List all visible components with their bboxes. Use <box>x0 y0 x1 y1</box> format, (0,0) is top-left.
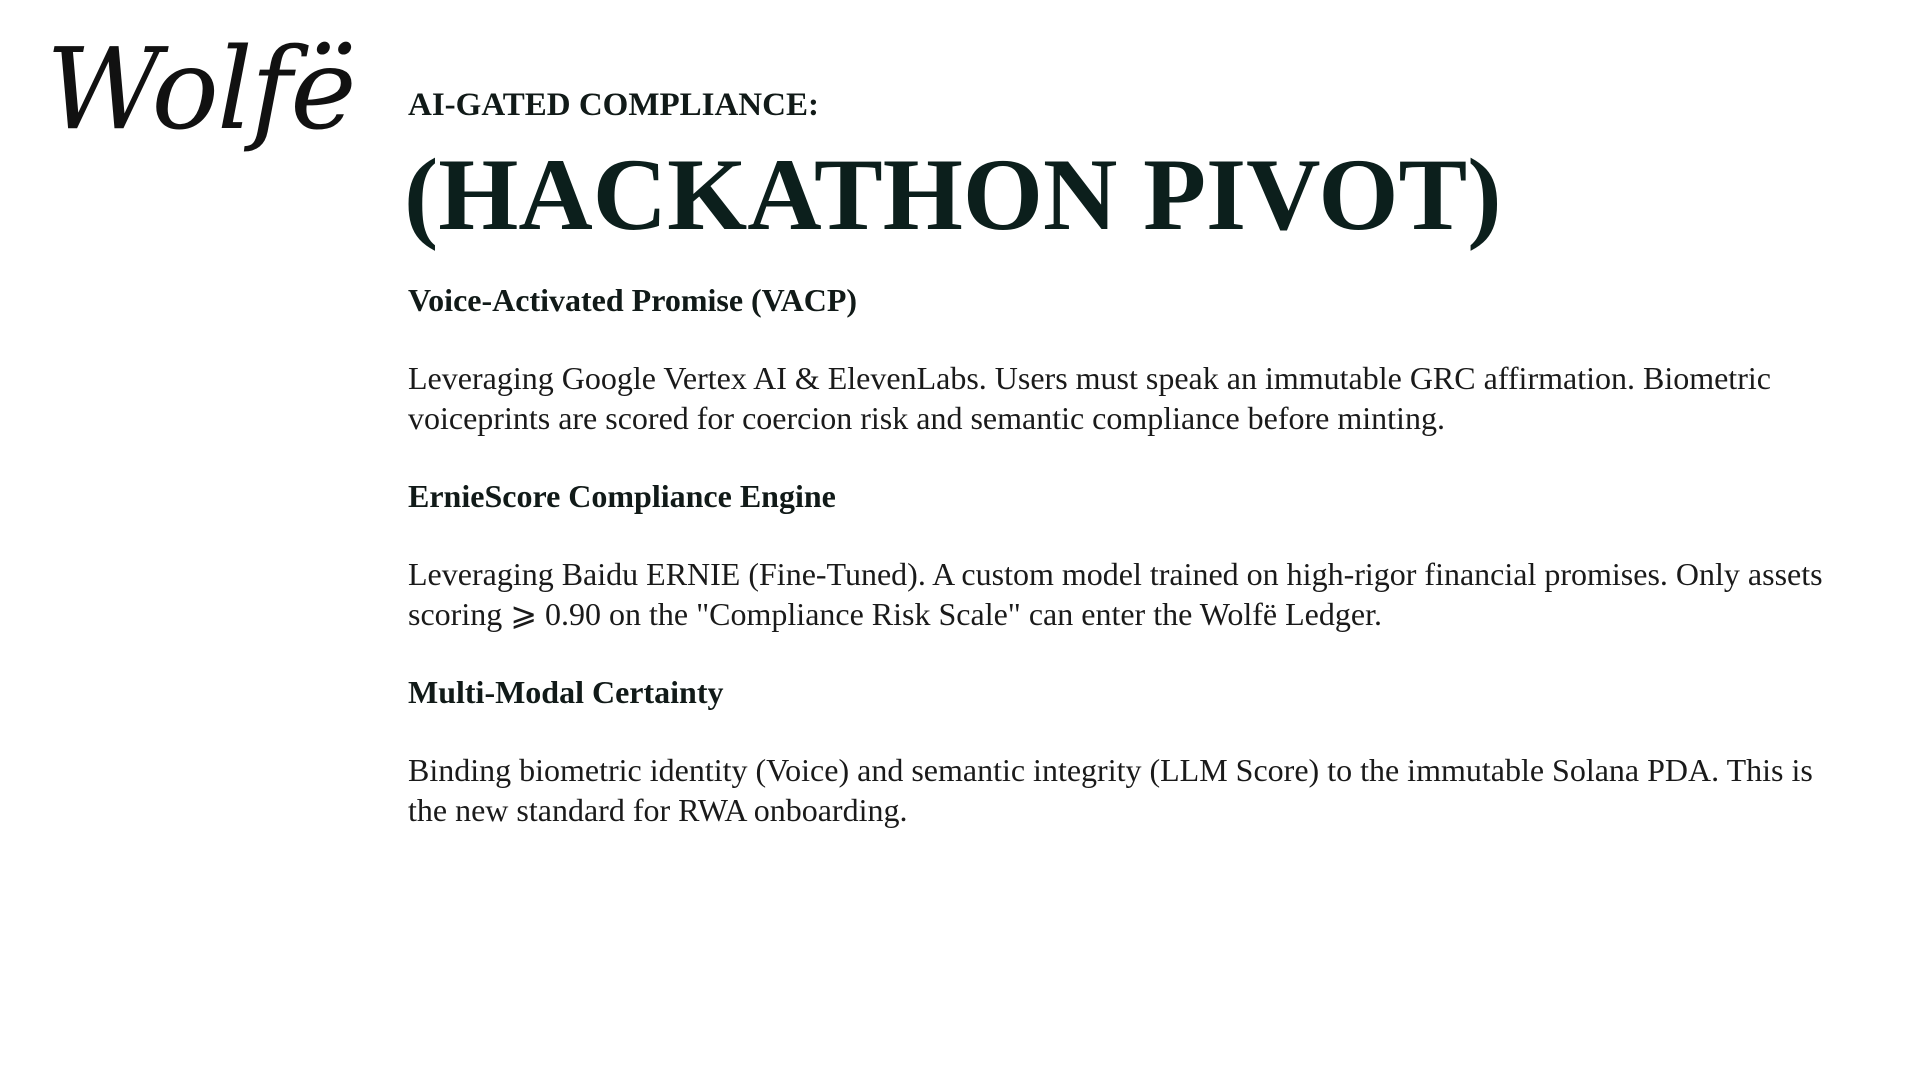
section-heading: Voice-Activated Promise (VACP) <box>408 281 858 318</box>
section-body: Binding biometric identity (Voice) and semantic integrity (LLM Score) to the immutable Solana PDA. This is the new standard for RWA onboarding. <box>408 751 1813 828</box>
section-heading: Multi-Modal Certainty <box>408 673 724 710</box>
slide-kicker: AI-GATED COMPLIANCE: <box>408 87 819 123</box>
section-multimodal <box>408 672 1848 830</box>
section-vacp <box>408 280 1848 438</box>
section-body: Leveraging Baidu ERNIE (Fine-Tuned). A custom model trained on high-rigor financial promises. Only assets scoring ⩾ 0.90 on the "Compliance Risk Scale" can enter the Wolfë Ledger. <box>408 555 1823 632</box>
wolfe-logo: Wolfë <box>46 25 355 155</box>
section-body: Leveraging Google Vertex AI & ElevenLabs. Users must speak an immutable GRC affirmation. Biometric voiceprints are scored for coercion risk and semantic compliance before minting. <box>408 359 1771 436</box>
slide-title: (HACKATHON PIVOT) <box>404 137 1502 252</box>
section-erniescore <box>408 476 1848 634</box>
slide-content <box>404 86 1848 830</box>
section-heading: ErnieScore Compliance Engine <box>408 477 836 514</box>
